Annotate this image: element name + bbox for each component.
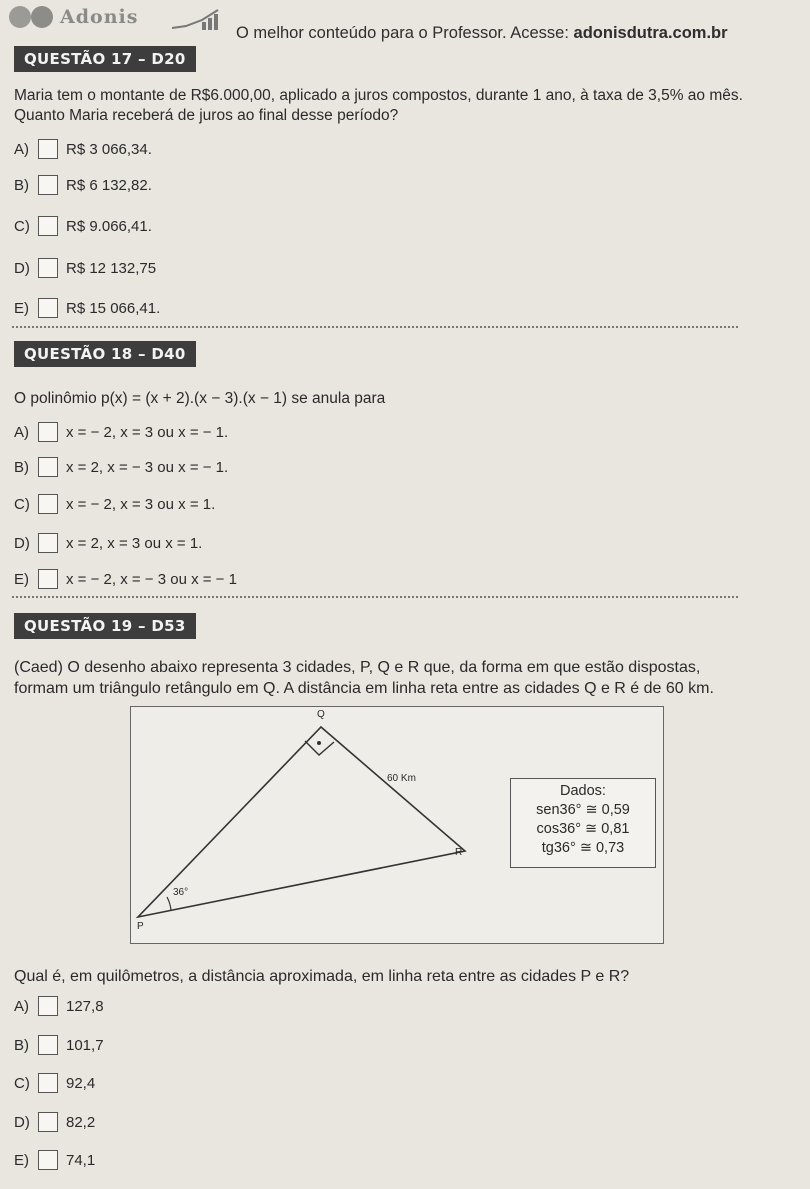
separator [12, 596, 738, 598]
side-qr-label: 60 Km [387, 773, 416, 784]
q17-option-e[interactable] [14, 296, 160, 320]
angle-arc [167, 897, 171, 911]
tagline-site: adonisdutra.com.br [573, 24, 728, 42]
checkbox[interactable] [38, 1150, 58, 1170]
checkbox[interactable] [38, 996, 58, 1016]
q19-option-d[interactable] [14, 1110, 95, 1134]
option-letter: C) [14, 1074, 30, 1092]
checkbox[interactable] [38, 457, 58, 477]
checkbox[interactable] [38, 139, 58, 159]
q18-option-e[interactable] [14, 567, 237, 591]
option-letter: E) [14, 1151, 29, 1169]
option-letter: D) [14, 1113, 30, 1131]
question-17-line-2: Quanto Maria receberá de juros ao final desse período? [14, 107, 399, 124]
logo-text: Adonis [60, 6, 139, 28]
q17-option-d[interactable] [14, 256, 156, 280]
question-19-line-2: formam um triângulo retângulo em Q. A distância em linha reta entre as cidades Q e R é de 60 km. [14, 680, 714, 697]
option-text: 82,2 [66, 1113, 96, 1131]
option-text: x = 2, x = − 3 ou x = − 1. [66, 458, 229, 476]
option-text: 74,1 [66, 1151, 96, 1169]
option-text: R$ 6 132,82. [66, 176, 152, 194]
q17-option-a[interactable] [14, 137, 152, 161]
dados-sen: sen36° ≅ 0,59 [536, 802, 630, 818]
option-text: 92,4 [66, 1074, 96, 1092]
checkbox[interactable] [38, 216, 58, 236]
option-letter: E) [14, 299, 29, 317]
option-text: R$ 9.066,41. [66, 217, 152, 235]
option-letter: B) [14, 458, 29, 476]
option-letter: E) [14, 570, 29, 588]
vertex-p-label: P [137, 921, 144, 932]
vertex-r-label: R [455, 847, 463, 858]
q19-option-e[interactable] [14, 1148, 95, 1172]
checkbox[interactable] [38, 494, 58, 514]
vertex-q-label: Q [317, 709, 325, 720]
checkbox[interactable] [38, 422, 58, 442]
option-text: x = − 2, x = − 3 ou x = − 1 [66, 570, 237, 588]
option-letter: A) [14, 423, 29, 441]
option-letter: C) [14, 217, 30, 235]
option-text: 101,7 [66, 1036, 104, 1054]
q17-option-c[interactable] [14, 214, 152, 238]
q19-option-a[interactable] [14, 994, 104, 1018]
checkbox[interactable] [38, 298, 58, 318]
option-text: x = − 2, x = 3 ou x = 1. [66, 495, 216, 513]
option-letter: A) [14, 140, 29, 158]
q18-option-b[interactable] [14, 455, 228, 479]
checkbox[interactable] [38, 569, 58, 589]
option-text: x = 2, x = 3 ou x = 1. [66, 534, 203, 552]
option-letter: D) [14, 534, 30, 552]
q18-option-c[interactable] [14, 492, 215, 516]
dados-cos: cos36° ≅ 0,81 [536, 821, 630, 837]
adonis-logo [6, 4, 226, 32]
separator [12, 326, 738, 328]
dados-tg: tg36° ≅ 0,73 [541, 840, 625, 856]
checkbox[interactable] [38, 1112, 58, 1132]
option-letter: B) [14, 1036, 29, 1054]
option-letter: B) [14, 176, 29, 194]
right-angle-dot [317, 741, 321, 745]
question-18-tag: QUESTÃO 18 – D40 [14, 341, 196, 367]
option-text: R$ 12 132,75 [66, 259, 157, 277]
q19-option-c[interactable] [14, 1071, 95, 1095]
question-17-line-1: Maria tem o montante de R$6.000,00, aplicado a juros compostos, durante 1 ano, à taxa de 3,5% ao mês. [14, 87, 743, 104]
option-text: R$ 3 066,34. [66, 140, 152, 158]
q19-option-b[interactable] [14, 1033, 104, 1057]
dados-title: Dados: [560, 783, 606, 799]
question-19-tag: QUESTÃO 19 – D53 [14, 613, 196, 639]
header-tagline [236, 24, 728, 43]
question-18-statement: O polinômio p(x) = (x + 2).(x − 3).(x − 1) se anula para [14, 390, 386, 407]
option-letter: D) [14, 259, 30, 277]
checkbox[interactable] [38, 1035, 58, 1055]
angle-label: 36° [173, 887, 189, 898]
option-letter: A) [14, 997, 29, 1015]
question-19-line-1: (Caed) O desenho abaixo representa 3 cidades, P, Q e R que, da forma em que estão dispostas, [14, 659, 701, 676]
option-text: R$ 15 066,41. [66, 299, 161, 317]
tagline-prefix: O melhor conteúdo para o Professor. Acesse: [236, 24, 569, 42]
checkbox[interactable] [38, 533, 58, 553]
option-text: x = − 2, x = 3 ou x = − 1. [66, 423, 229, 441]
q18-option-d[interactable] [14, 531, 202, 555]
option-text: 127,8 [66, 997, 104, 1015]
question-17-tag: QUESTÃO 17 – D20 [14, 46, 196, 72]
q18-option-a[interactable] [14, 420, 228, 444]
q17-option-b[interactable] [14, 173, 152, 197]
checkbox[interactable] [38, 175, 58, 195]
checkbox[interactable] [38, 258, 58, 278]
checkbox[interactable] [38, 1073, 58, 1093]
question-19-prompt: Qual é, em quilômetros, a distância aproximada, em linha reta entre as cidades P e R? [14, 968, 630, 985]
option-letter: C) [14, 495, 30, 513]
dados-box [510, 778, 656, 868]
